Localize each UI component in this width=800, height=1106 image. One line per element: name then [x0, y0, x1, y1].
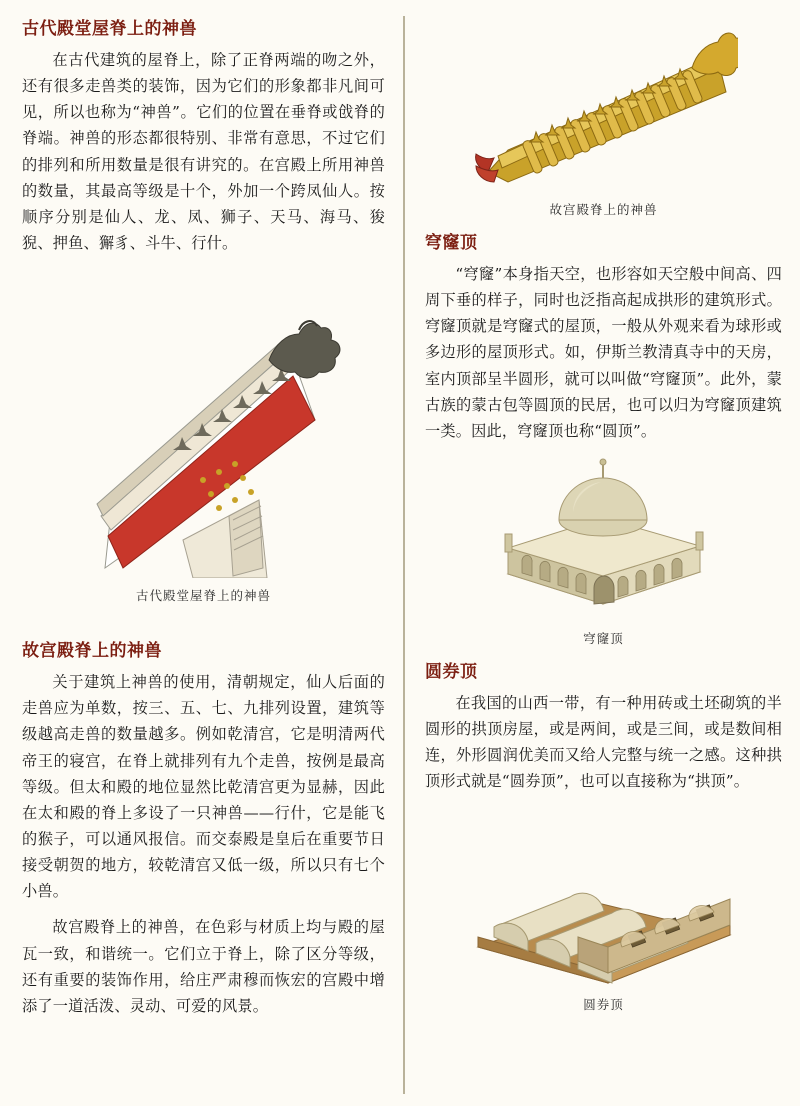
figure-caption-barrel-vault: 圆券顶	[583, 996, 624, 1012]
paragraph-ancient-hall-roof-beasts: 在古代建筑的屋脊上，除了正脊两端的吻之外，还有很多走兽类的装饰，因为它们的形象都非凡间可见，所以也称为“神兽”。它们的位置在垂脊或戗脊的脊端。神兽的形态都很特别、非常有意思，不过它们的排列和所用数量是很有讲究的。在宫殿上所用神兽的数量，其最高等级是十个，外加一个跨凤仙人。按顺序分别是仙人、龙、凤、狮子、天马、海马、狻猊、押鱼、獬豸、斗牛、行什。	[22, 51, 385, 252]
illustration-golden-ridge-beasts	[468, 32, 738, 192]
paragraph-dome-roof: “穹窿”本身指天空，也形容如天空般中间高、四周下垂的样子，同时也泛指高起成拱形的建筑形式。穹窿顶就是穹窿式的屋顶，一般从外观来看为球形或多边形的屋顶形式。如，伊斯兰教清真寺中的天房，室内顶部呈半圆形，就可以叫做“穹窿顶”。此外，蒙古族的蒙古包等圆顶的民居，也可以归为穹窿顶建筑一类。因此，穹窿顶也称“圆顶”。	[424, 265, 782, 440]
illustration-mosque-dome	[478, 456, 728, 621]
illustration-ancient-roof-ridge-beasts	[53, 268, 353, 578]
right-column	[405, 14, 782, 1096]
section-heading-dome-roof: 穹窿顶	[424, 233, 478, 253]
figure-caption-forbidden-city-roof-beasts: 故宫殿脊上的神兽	[549, 202, 658, 217]
left-column	[22, 14, 403, 1096]
section-heading-ancient-hall-roof-beasts: 古代殿堂屋脊上的神兽	[22, 19, 197, 39]
section-heading-forbidden-city-roof-beasts: 故宫殿脊上的神兽	[22, 641, 162, 662]
figure-barrel-vault	[425, 807, 782, 1013]
paragraph-barrel-vault: 在我国的山西一带，有一种用砖或土坯砌筑的半圆形的拱顶房屋，或是两间，或是三间，或是数间相连，外形圆润优美而又给人完整与统一之感。这种拱顶形式就是“圆券顶”，也可以直接称为“拱顶”。	[424, 693, 782, 791]
figure-caption-dome-roof: 穹窿顶	[583, 630, 624, 646]
section-spacer	[22, 614, 385, 632]
paragraph-forbidden-city-1: 关于建筑上神兽的使用，清朝规定，仙人后面的走兽应为单数，按三、五、七、九排列设置，建筑等级越高走兽的数量越多。例如乾清宫，它是明清两代帝王的寝宫，在脊上就排列有九个走兽，按例是最高等级。但太和殿的地位显然比乾清宫更为显赫，因此在太和殿的脊上多设了一只神兽——行什，它是能飞的猴子，可以通风报信。而交泰殿是皇后在重要节日接受朝贺的地方，较乾清宫又低一级，所以只有七个小兽。	[22, 673, 385, 901]
figure-ancient-hall-roof-beasts	[22, 268, 385, 604]
top-spacer	[425, 14, 782, 20]
paragraph-forbidden-city-2: 故宫殿脊上的神兽，在色彩与材质上均与殿的屋瓦一致，和谐统一。它们立于脊上，除了区分等级，还有重要的装饰作用，给庄严肃穆而恢宏的宫殿中增添了一道活泼、灵动、可爱的风景。	[22, 918, 385, 1015]
section-heading-barrel-vault: 圆券顶	[424, 661, 478, 682]
figure-caption-ancient-hall-roof-beasts: 古代殿堂屋脊上的神兽	[135, 588, 271, 604]
figure-forbidden-city-roof-beasts	[425, 32, 782, 218]
figure-dome-roof	[425, 456, 782, 647]
illustration-vaulted-houses	[458, 807, 748, 987]
